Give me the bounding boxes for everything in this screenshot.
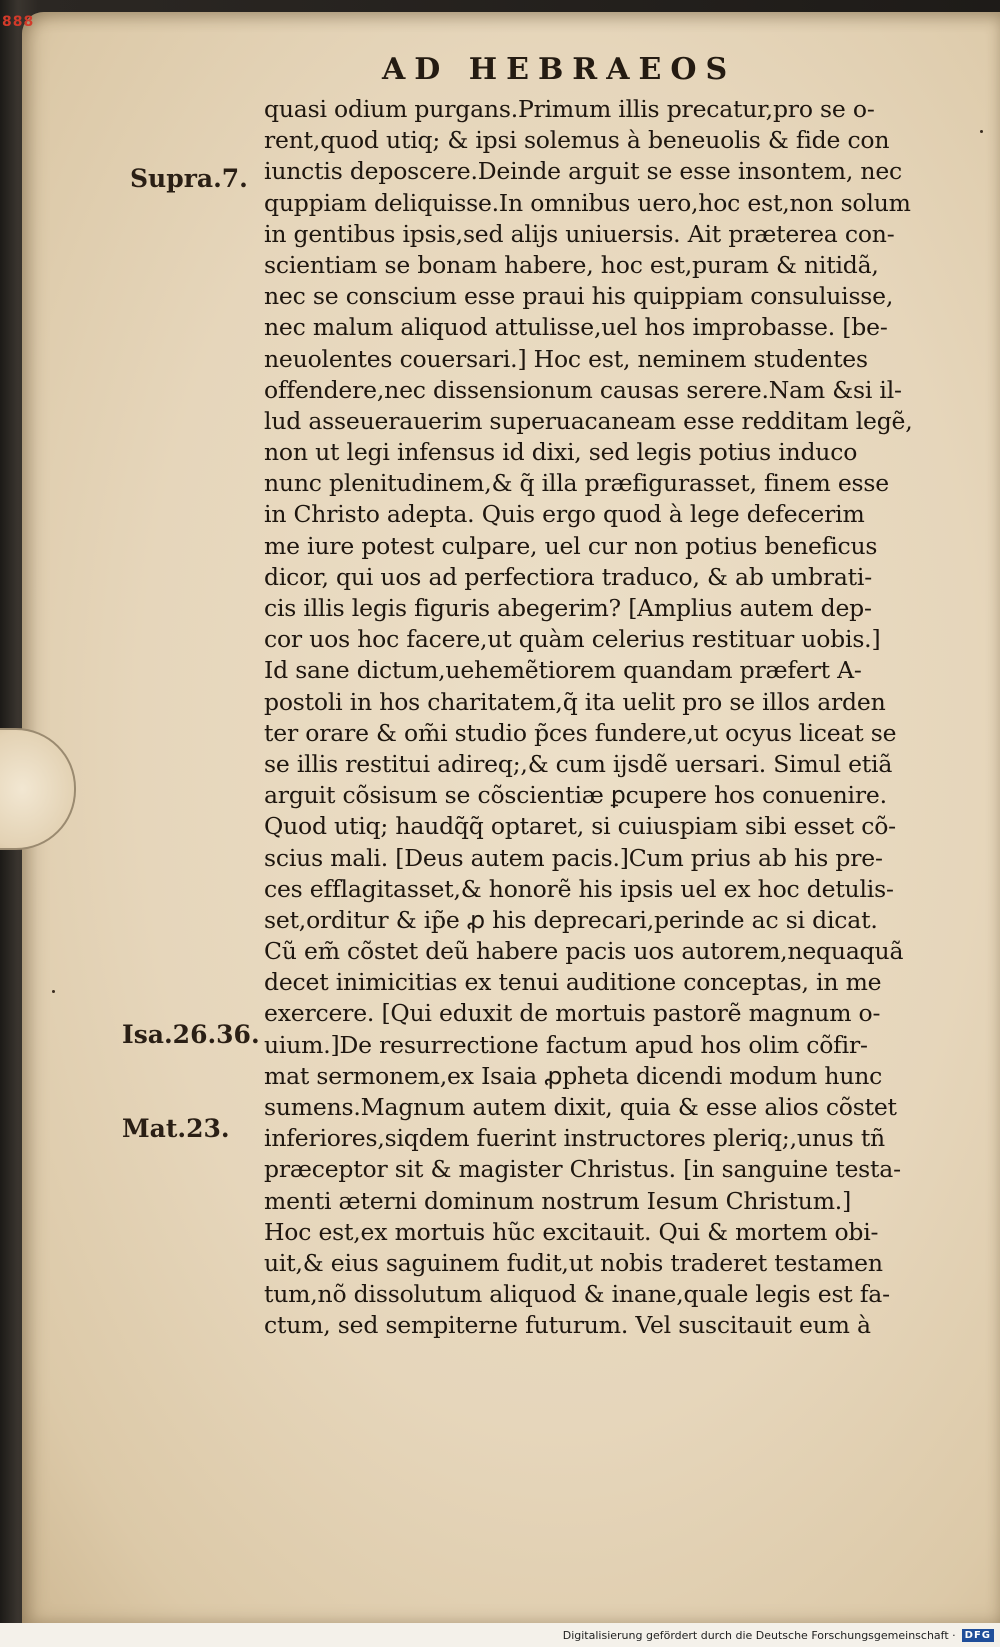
text-line: præceptor sit & magister Christus. [in sanguine testa- (264, 1155, 901, 1184)
text-line: nunc plenitudinem,& q̃ illa præfigurasset, finem esse (264, 469, 889, 498)
text-line: Id sane dictum,uehemẽtiorem quandam præfert A- (264, 656, 862, 685)
dfg-logo: DFG (962, 1629, 994, 1642)
text-line: dicor, qui uos ad perfectiora traduco, & ab umbrati- (264, 562, 872, 591)
text-line: tum,nõ dissolutum aliquod & inane,quale legis est fa- (264, 1280, 890, 1309)
credit-text: Digitalisierung gefördert durch die Deutsche Forschungsgemeinschaft · (562, 1628, 956, 1642)
text-line: uit,& eius saguinem fudit,ut nobis traderet testamen (264, 1248, 883, 1277)
margin-note-matthew: Mat.23. (122, 1114, 230, 1143)
credit-footer (0, 1623, 1000, 1647)
text-line: scius mali. [Deus autem pacis.]Cum prius ab his pre- (264, 843, 883, 872)
text-line: cis illis legis figuris abegerim? [Amplius autem dep- (264, 594, 872, 622)
text-line: exercere. [Qui eduxit de mortuis pastorẽ magnum o- (264, 999, 881, 1028)
text-line: quppiam deliquisse.In omnibus uero,hoc est,non solum (264, 188, 911, 217)
body-text (264, 94, 964, 1342)
text-line: mat sermonem,ex Isaia ꝓpheta dicendi modum hunc (264, 1061, 883, 1090)
text-line: sumens.Magnum autem dixit, quia & esse alios cõstet (264, 1093, 897, 1121)
text-line: uium.]De resurrectione factum apud hos olim cõfir- (264, 1030, 868, 1059)
text-line: cor uos hoc facere,ut quàm celerius restituar uobis.] (264, 625, 881, 654)
text-line: in gentibus ipsis,sed alijs uniuersis. Ait præterea con- (264, 219, 895, 248)
text-line: se illis restitui adireq;,& cum ijsdẽ uersari. Simul etiã (264, 749, 893, 778)
book-page (22, 12, 1000, 1624)
margin-note-isaiah: Isa.26.36. (122, 1020, 260, 1049)
margin-note-supra: Supra.7. (130, 164, 248, 193)
text-line: ces efflagitasset,& honorẽ his ipsis uel ex hoc detulis- (264, 874, 894, 903)
text-line: ter orare & om̃i studio p̃ces fundere,ut ocyus liceat se (264, 718, 897, 747)
text-line: arguit cõsisum se cõscientiæ ꝑcupere hos conuenire. (264, 781, 887, 810)
page-number: 888 (2, 14, 35, 30)
text-line: rent,quod utiq; & ipsi solemus à beneuolis & fide con (264, 126, 890, 155)
text-line: set,orditur & ip̃e ꝓ his deprecari,perinde ac si dicat. (264, 905, 878, 934)
text-line: nec malum aliquod attulisse,uel hos improbasse. [be- (264, 313, 888, 342)
text-line: Quod utiq; haudq̃q̃ optaret, si cuiuspiam sibi esset cõ- (264, 812, 896, 841)
text-line: Hoc est,ex mortuis hũc excitauit. Qui & mortem obi- (264, 1217, 879, 1246)
text-line: inferiores,siqdem fuerint instructores pleriq;,unus tñ (264, 1124, 885, 1153)
text-line: non ut legi infensus id dixi, sed legis potius induco (264, 438, 858, 467)
text-line: postoli in hos charitatem,q̃ ita uelit pro se illos arden (264, 687, 886, 716)
text-line: menti æterni dominum nostrum Iesum Christum.] (264, 1186, 852, 1215)
text-line: ctum, sed sempiterne futurum. Vel suscitauit eum à (264, 1311, 871, 1340)
running-head: AD HEBRAEOS (382, 52, 737, 87)
text-line: neuolentes couersari.] Hoc est, neminem studentes (264, 344, 868, 373)
text-line: me iure potest culpare, uel cur non potius beneficus (264, 531, 878, 560)
text-line: iunctis deposcere.Deinde arguit se esse insontem, nec (264, 157, 903, 186)
text-line: nec se conscium esse praui his quippiam consuluisse, (264, 282, 894, 311)
paper-speck (980, 130, 983, 133)
text-line: lud asseuerauerim superuacaneam esse redditam legẽ, (264, 406, 913, 435)
text-line: offendere,nec dissensionum causas serere.Nam &si il- (264, 375, 902, 404)
text-line: scientiam se bonam habere, hoc est,puram & nitidã, (264, 250, 879, 279)
text-line: Cũ em̃ cõstet deũ habere pacis uos autorem,nequaquã (264, 937, 904, 966)
text-line: quasi odium purgans.Primum illis precatur,pro se o- (264, 95, 875, 123)
text-line: decet inimicitias ex tenui auditione conceptas, in me (264, 968, 882, 997)
text-line: in Christo adepta. Quis ergo quod à lege defecerim (264, 500, 865, 529)
paper-speck (52, 990, 55, 993)
